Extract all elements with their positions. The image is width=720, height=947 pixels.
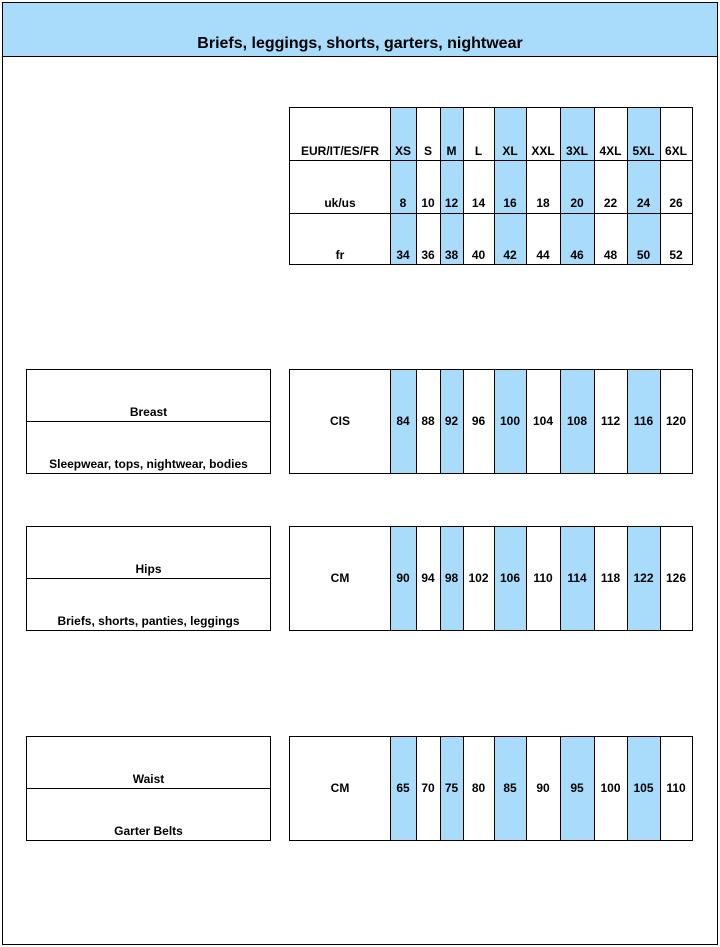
waist-description-box <box>26 736 271 841</box>
size-value: 70 <box>421 781 435 795</box>
row-divider <box>290 160 692 161</box>
size-column <box>560 108 594 264</box>
measure-label: Breast <box>129 405 168 419</box>
size-value: 96 <box>471 414 486 428</box>
size-value: 42 <box>503 248 517 262</box>
size-value: 80 <box>471 781 486 795</box>
size-value: 34 <box>396 248 410 262</box>
size-value: 10 <box>421 196 435 210</box>
size-value: 16 <box>503 196 517 210</box>
size-value: 120 <box>665 414 687 428</box>
unit-label: CM <box>330 781 350 795</box>
garment-types: Garter Belts <box>114 824 183 838</box>
size-value: 20 <box>570 196 584 210</box>
garment-types: Briefs, shorts, panties, leggings <box>57 614 240 628</box>
measure-label: Hips <box>135 562 162 576</box>
size-value: 65 <box>396 781 410 795</box>
size-conversion-table <box>289 107 693 265</box>
divider <box>27 578 270 579</box>
size-column <box>463 108 494 264</box>
size-value: 116 <box>633 414 654 428</box>
size-value: 110 <box>666 781 686 795</box>
size-value: 95 <box>570 781 584 795</box>
size-column <box>594 108 627 264</box>
waist-size-table <box>289 736 693 841</box>
size-value: 38 <box>444 248 459 262</box>
system-label: EUR/IT/ES/FR <box>300 144 379 158</box>
row-divider <box>290 213 692 214</box>
measure-label: Waist <box>132 772 165 786</box>
size-value: 92 <box>444 414 459 428</box>
size-column <box>660 108 692 264</box>
size-column <box>390 108 416 264</box>
size-value: 118 <box>600 571 621 585</box>
size-value: 6XL <box>664 144 687 158</box>
size-value: XS <box>394 144 411 158</box>
size-value: 90 <box>396 571 410 585</box>
size-value: 100 <box>499 414 521 428</box>
size-value: 94 <box>421 571 435 585</box>
size-value: 5XL <box>632 144 655 158</box>
unit-label: CIS <box>329 414 350 428</box>
size-value: 104 <box>532 414 554 428</box>
size-column <box>526 108 560 264</box>
size-value: M <box>446 144 457 158</box>
size-value: 112 <box>600 414 621 428</box>
size-value: 105 <box>633 781 654 795</box>
size-value: 84 <box>396 414 410 428</box>
size-value: 106 <box>499 571 521 585</box>
divider <box>27 421 270 422</box>
size-value: 75 <box>444 781 459 795</box>
title-bar <box>3 3 717 57</box>
breast-description-box <box>26 369 271 474</box>
size-value: 88 <box>421 414 435 428</box>
size-value: 90 <box>536 781 550 795</box>
size-value: 46 <box>570 248 584 262</box>
system-label: uk/us <box>324 196 356 210</box>
size-value: 100 <box>600 781 621 795</box>
size-value: 3XL <box>565 144 588 158</box>
size-value: 50 <box>636 248 651 262</box>
size-value: 18 <box>536 196 550 210</box>
size-value: 26 <box>669 196 683 210</box>
hips-size-table <box>289 526 693 631</box>
size-value: 85 <box>503 781 517 795</box>
size-value: 22 <box>603 196 618 210</box>
divider <box>27 788 270 789</box>
size-column <box>494 108 526 264</box>
size-value: 108 <box>566 414 588 428</box>
size-value: 4XL <box>599 144 622 158</box>
breast-size-table <box>289 369 693 474</box>
size-value: 110 <box>533 571 553 585</box>
size-value: 102 <box>468 571 489 585</box>
size-value: 44 <box>536 248 550 262</box>
size-value: XL <box>502 144 518 158</box>
size-value: 126 <box>665 571 687 585</box>
size-value: 98 <box>444 571 459 585</box>
page-title: Briefs, leggings, shorts, garters, nightwear <box>197 35 523 52</box>
size-value: 40 <box>471 248 486 262</box>
size-value: 24 <box>636 196 651 210</box>
size-value: 52 <box>669 248 683 262</box>
size-value: 48 <box>603 248 618 262</box>
hips-description-box <box>26 526 271 631</box>
system-label: fr <box>335 248 345 262</box>
size-value: 122 <box>633 571 654 585</box>
size-value: 36 <box>421 248 435 262</box>
size-column <box>627 108 660 264</box>
size-value: 14 <box>471 196 486 210</box>
unit-label: CM <box>330 571 350 585</box>
size-value: 12 <box>444 196 459 210</box>
size-column <box>440 108 463 264</box>
size-value: XXL <box>531 144 555 158</box>
size-value: S <box>423 144 432 158</box>
size-value: 8 <box>399 196 407 210</box>
garment-types: Sleepwear, tops, nightwear, bodies <box>49 457 248 471</box>
size-value: 114 <box>567 571 587 585</box>
size-column <box>416 108 440 264</box>
size-value: L <box>474 144 483 158</box>
